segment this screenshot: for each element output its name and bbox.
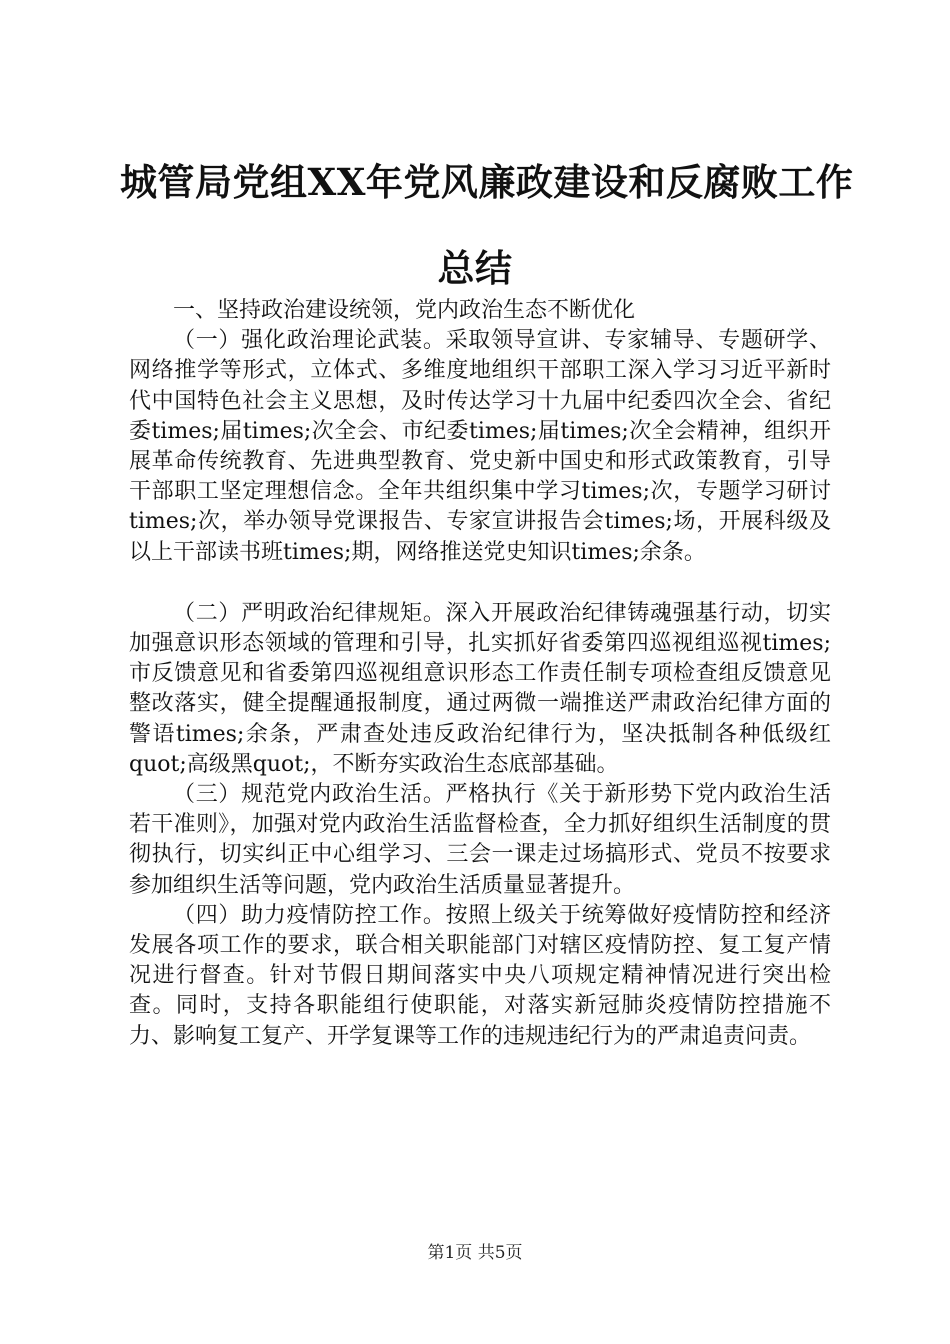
paragraph-1: （一）强化政治理论武装。采取领导宣讲、专家辅导、专题研学、网络推学等形式，立体式、多维度地组织干部职工深入学习习近平新时代中国特色社会主义思想，及时传达学习十九届中纪委四次全会、省纪委times;届times;次全会、市纪委times;届times;次全会精神，组织开展革命传统教育、先进典型教育、党史新中国史和形式政策教育，引导干部职工坚定理想信念。全年共组织集中学习times;次，专题学习研讨times;次，举办领导党课报告、专家宣讲报告会times;场，开展科级及以上干部读书班times;期，网络推送党史知识times;余条。 xyxy=(129,328,831,565)
paragraph-3: （三）规范党内政治生活。严格执行《关于新形势下党内政治生活若干准则》，加强对党内政治生活监督检查，全力抓好组织生活制度的贯彻执行，切实纠正中心组学习、三会一课走过场搞形式、党员不按要求参加组织生活等问题，党内政治生活质量显著提升。 xyxy=(129,782,831,898)
document-body xyxy=(129,296,831,1052)
document-title-line-1: 城管局党组XX年党风廉政建设和反腐败工作 xyxy=(120,160,854,204)
document-title-line-2: 总结 xyxy=(437,246,513,290)
paragraph-4: （四）助力疫情防控工作。按照上级关于统筹做好疫情防控和经济发展各项工作的要求，联合相关职能部门对辖区疫情防控、复工复产情况进行督查。针对节假日期间落实中央八项规定精神情况进行突出检查。同时，支持各职能组行使职能，对落实新冠肺炎疫情防控措施不力、影响复工复产、开学复课等工作的违规违纪行为的严肃追责问责。 xyxy=(129,902,831,1049)
section-heading: 一、坚持政治建设统领，党内政治生态不断优化 xyxy=(173,298,636,323)
paragraph-2: （二）严明政治纪律规矩。深入开展政治纪律铸魂强基行动，切实加强意识形态领域的管理和引导，扎实抓好省委第四巡视组巡视times;市反馈意见和省委第四巡视组意识形态工作责任制专项检查组反馈意见整改落实，健全提醒通报制度，通过两微一端推送严肃政治纪律方面的警语times;余条，严肃查处违反政治纪律行为，坚决抵制各种低级红quot;高级黑quot;，不断夯实政治生态底部基础。 xyxy=(129,600,831,777)
page-number-footer: 第1页 共5页 xyxy=(427,1243,523,1263)
